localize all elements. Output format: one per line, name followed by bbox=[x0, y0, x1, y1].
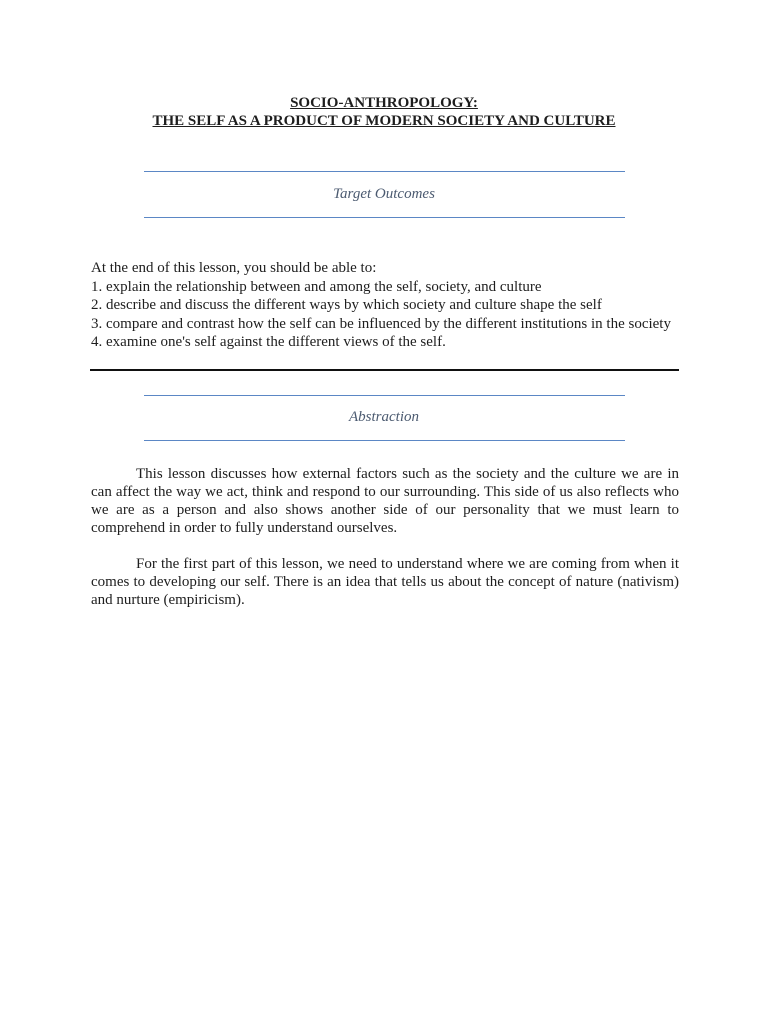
abstraction-heading: Abstraction bbox=[349, 409, 419, 425]
outcome-item: 4. examine one's self against the different views of the self. bbox=[91, 334, 446, 350]
outcome-item: 2. describe and discuss the different ways by which society and culture shape the self bbox=[91, 297, 602, 313]
abstraction-paragraph: This lesson discusses how external factors such as the society and the culture we are in can affect the way we act, think and respond to our surrounding. This side of us also reflects who we are as a person and also shows another side of our personality that we must learn to comprehend in order to fully understand ourselves. bbox=[91, 466, 679, 536]
abstraction-paragraph: For the first part of this lesson, we need to understand where we are coming from when it comes to developing our self. There is an idea that tells us about the concept of nature (nativism) and nurture (empiricism). bbox=[91, 556, 679, 608]
section-divider bbox=[90, 369, 679, 371]
target-outcomes-bottom-rule bbox=[144, 217, 625, 218]
document-title-line-1 bbox=[0, 94, 768, 112]
abstraction-bottom-rule bbox=[144, 440, 625, 441]
outcome-item: 1. explain the relationship between and among the self, society, and culture bbox=[91, 278, 542, 295]
title-line-1-text: SOCIO-ANTHROPOLOGY: bbox=[290, 95, 478, 111]
target-outcomes-list bbox=[91, 259, 751, 352]
target-outcomes-top-rule bbox=[144, 171, 625, 172]
outcomes-intro: At the end of this lesson, you should be able to: bbox=[91, 260, 377, 276]
abstraction-top-rule bbox=[144, 395, 625, 396]
title-line-2-text: THE SELF AS A PRODUCT OF MODERN SOCIETY AND CULTURE bbox=[152, 113, 616, 129]
document-title-line-2 bbox=[0, 112, 768, 130]
target-outcomes-heading: Target Outcomes bbox=[333, 186, 435, 202]
outcome-item: 3. compare and contrast how the self can be influenced by the different institutions in the society bbox=[91, 315, 671, 332]
